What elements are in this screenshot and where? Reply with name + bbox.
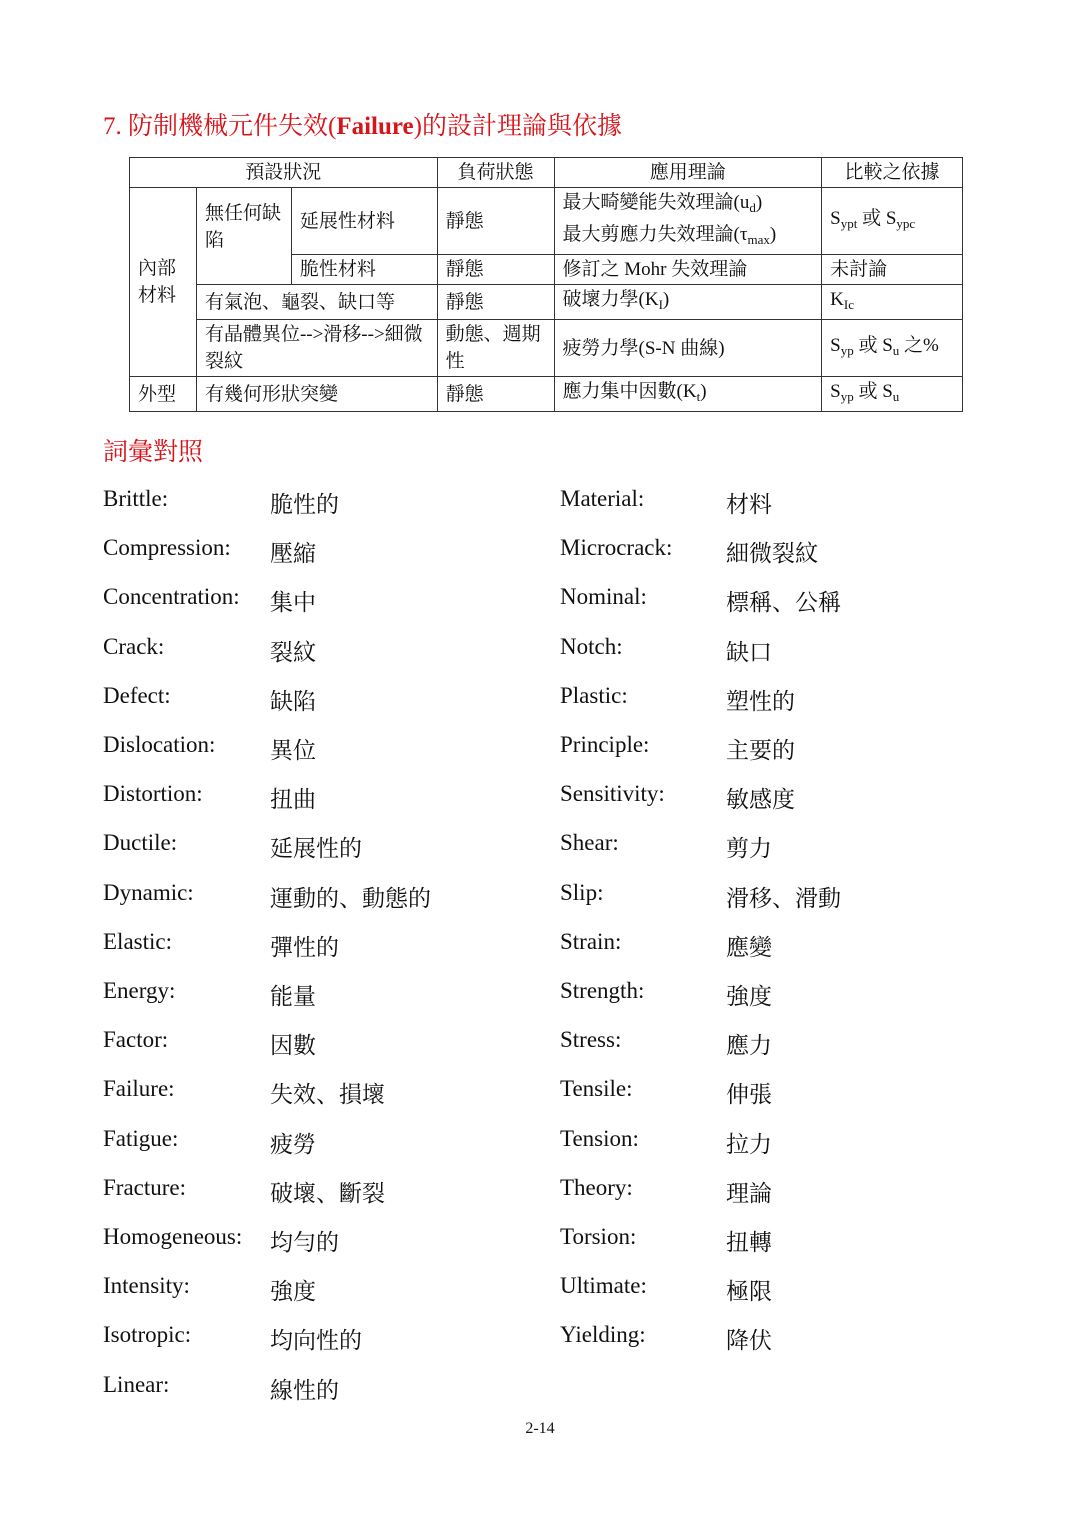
vocab-term-zh: 延展性的 — [270, 836, 362, 862]
vocab-term-zh: 缺陷 — [270, 688, 316, 714]
vocab-term-en: Tensile: — [560, 1076, 633, 1102]
vocab-term-en: Failure: — [103, 1076, 175, 1102]
header-cell: 比較之依據 — [822, 158, 963, 188]
vocab-term-zh: 滑移、滑動 — [726, 885, 841, 911]
basis-cell: $S_{yp}$ 或 $S_u$ 之% — [822, 320, 963, 377]
vocab-term-zh: 剪力 — [726, 836, 772, 862]
header-cell: 預設狀況 — [130, 158, 438, 188]
vocab-term-en: Defect: — [103, 682, 171, 708]
no-defect-cell: 無任何缺陷 — [196, 188, 291, 285]
vocab-term-zh: 細微裂紋 — [726, 541, 818, 567]
vocab-term-zh: 運動的、動態的 — [270, 885, 431, 911]
internal-material-cell: 內部材料 — [130, 188, 197, 377]
vocab-term-zh: 能量 — [270, 984, 316, 1009]
vocab-term-en: Dynamic: — [103, 879, 194, 905]
vocab-term-zh: 異位 — [270, 738, 316, 763]
vocab-term-zh: 因數 — [270, 1033, 316, 1059]
vocab-term-en: Fatigue: — [103, 1125, 179, 1151]
vocab-term-zh: 集中 — [270, 590, 316, 616]
load-cell: 靜態 — [437, 188, 554, 255]
vocab-term-en: Tension: — [560, 1125, 639, 1151]
vocab-term-en: Ductile: — [103, 830, 178, 856]
vocab-term-en: Ultimate: — [560, 1273, 647, 1299]
shape-cell: 外型 — [130, 377, 197, 412]
basis-cell: $S_{ypt}$ 或 $S_{ypc}$ — [822, 188, 963, 255]
vocab-term-en: Intensity: — [103, 1273, 190, 1299]
vocab-term-en: Strength: — [560, 978, 645, 1003]
section-title: 7. 防制機械元件失效(Failure)的設計理論與依據 — [103, 113, 622, 140]
vocab-term-zh: 理論 — [726, 1180, 772, 1206]
brittle-cell: 脆性材料 — [291, 255, 437, 285]
vocab-term-zh: 標稱、公稱 — [726, 590, 841, 616]
vocab-term-en: Compression: — [103, 535, 231, 561]
vocab-term-en: Strain: — [560, 928, 622, 954]
vocab-term-zh: 降伏 — [726, 1328, 772, 1354]
header-cell: 負荷狀態 — [437, 158, 554, 188]
vocab-term-en: Crack: — [103, 633, 165, 659]
dislocation-cell: 有晶體異位-->滑移-->細微裂紋 — [196, 320, 437, 377]
vocab-term-en: Notch: — [560, 633, 623, 659]
theory-cell: 破壞力學$(K_I)$ — [554, 285, 822, 320]
vocab-term-en: Concentration: — [103, 584, 240, 610]
vocab-term-en: Elastic: — [103, 928, 172, 954]
vocab-term-zh: 缺口 — [726, 639, 772, 665]
vocab-term-en: Principle: — [560, 732, 650, 757]
vocab-term-en: Energy: — [103, 978, 176, 1003]
vocab-term-zh: 材料 — [726, 492, 772, 517]
vocab-term-zh: 破壞、斷裂 — [270, 1180, 385, 1206]
basis-cell: $K_{Ic}$ — [822, 285, 963, 320]
failure-theory-table — [129, 157, 963, 412]
load-cell: 靜態 — [437, 255, 554, 285]
table-row — [130, 377, 963, 412]
vocab-term-zh: 線性的 — [270, 1377, 339, 1403]
vocab-term-zh: 失效、損壞 — [270, 1082, 385, 1108]
vocab-term-zh: 應變 — [726, 934, 772, 960]
basis-cell: $S_{yp}$ 或 $S_u$ — [822, 377, 963, 412]
vocab-term-en: Theory: — [560, 1174, 633, 1200]
table-row — [130, 285, 963, 320]
vocabulary-title: 詞彙對照 — [103, 439, 204, 466]
header-cell: 應用理論 — [554, 158, 822, 188]
vocab-term-en: Material: — [560, 486, 645, 511]
vocab-term-zh: 彈性的 — [270, 934, 339, 960]
table-row — [130, 320, 963, 377]
table-row — [130, 188, 963, 255]
vocab-term-zh: 均向性的 — [270, 1328, 362, 1354]
vocab-term-en: Microcrack: — [560, 535, 673, 561]
vocab-term-zh: 均勻的 — [270, 1230, 339, 1255]
voids-cell: 有氣泡、龜裂、缺口等 — [196, 285, 437, 320]
vocab-term-zh: 敏感度 — [726, 787, 795, 813]
load-cell: 動態、週期性 — [437, 320, 554, 377]
vocab-term-en: Fracture: — [103, 1174, 187, 1200]
table-header-row — [130, 158, 963, 188]
vocab-term-zh: 應力 — [726, 1033, 772, 1059]
vocab-term-en: Stress: — [560, 1027, 622, 1053]
vocab-term-en: Slip: — [560, 879, 604, 905]
vocab-term-zh: 扭轉 — [726, 1230, 772, 1255]
vocab-term-zh: 強度 — [726, 984, 772, 1009]
vocab-term-zh: 裂紋 — [270, 639, 316, 665]
vocab-term-zh: 主要的 — [726, 738, 795, 763]
vocab-term-en: Shear: — [560, 830, 619, 856]
geometry-cell: 有幾何形狀突變 — [196, 377, 437, 412]
vocab-term-zh: 壓縮 — [270, 541, 316, 567]
vocab-term-en: Linear: — [103, 1371, 170, 1397]
vocab-term-zh: 疲勞 — [270, 1131, 316, 1157]
vocab-term-en: Isotropic: — [103, 1322, 192, 1348]
basis-cell: 未討論 — [822, 255, 963, 285]
ductile-cell: 延展性材料 — [291, 188, 437, 255]
vocab-term-en: Factor: — [103, 1027, 169, 1053]
theory-cell: 應力集中因數$(K_t)$ — [554, 377, 822, 412]
vocab-term-en: Plastic: — [560, 682, 628, 708]
vocab-term-zh: 扭曲 — [270, 787, 316, 813]
theory-cell: 修訂之 Mohr 失效理論 — [554, 255, 822, 285]
vocab-term-en: Homogeneous: — [103, 1224, 243, 1249]
vocab-term-en: Brittle: — [103, 486, 169, 511]
vocab-term-en: Distortion: — [103, 781, 203, 807]
vocab-term-zh: 脆性的 — [270, 492, 339, 517]
vocab-term-zh: 伸張 — [726, 1082, 772, 1108]
load-cell: 靜態 — [437, 285, 554, 320]
vocab-term-en: Nominal: — [560, 584, 647, 610]
page-number: 2-14 — [525, 1420, 555, 1437]
theory-cell: 疲勞力學(S-N 曲線) — [554, 320, 822, 377]
vocab-term-zh: 塑性的 — [726, 688, 795, 714]
vocab-term-en: Dislocation: — [103, 732, 216, 757]
vocab-term-zh: 拉力 — [726, 1131, 772, 1157]
vocab-term-en: Torsion: — [560, 1224, 637, 1249]
theory-cell: 最大畸變能失效理論$(u_d)$ 最大剪應力失效理論$(\tau_{max})$ — [554, 188, 822, 255]
vocab-term-zh: 極限 — [726, 1279, 772, 1305]
vocab-term-zh: 強度 — [270, 1279, 316, 1305]
vocab-term-en: Yielding: — [560, 1322, 646, 1348]
load-cell: 靜態 — [437, 377, 554, 412]
vocab-term-en: Sensitivity: — [560, 781, 665, 807]
